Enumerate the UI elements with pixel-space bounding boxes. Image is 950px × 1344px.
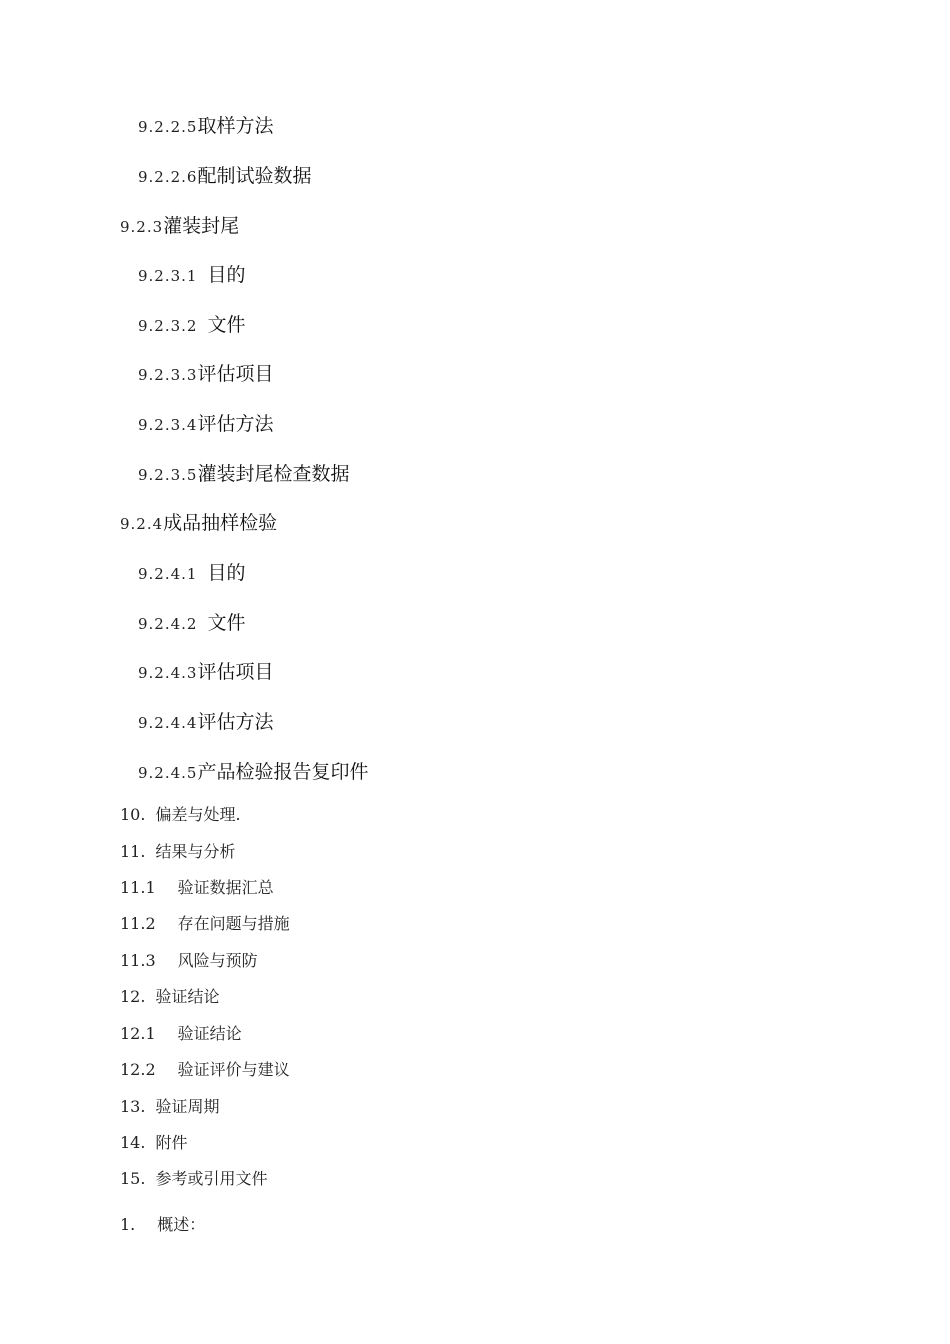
toc-title: 验证评价与建议 (177, 1060, 290, 1079)
toc-entry-9-2-4-4 (138, 707, 274, 734)
toc-entry-9-2-4-3 (138, 657, 274, 684)
toc-title: 目的 (207, 562, 246, 584)
toc-number: 9.2.4.2 (138, 615, 198, 633)
toc-number: 11.2 (120, 914, 156, 933)
toc-number: 9.2.4 (120, 515, 164, 533)
toc-title: 灌装封尾 (163, 215, 240, 237)
toc-title: 风险与预防 (177, 951, 258, 970)
toc-title: 验证数据汇总 (177, 878, 274, 897)
toc-number: 14. (120, 1133, 146, 1152)
toc-entry-9-2-3 (120, 211, 239, 238)
toc-title: 附件 (155, 1133, 188, 1152)
toc-entry-13 (120, 1094, 219, 1117)
section-title: 概述： (157, 1215, 206, 1234)
toc-entry-12 (120, 984, 219, 1007)
toc-number: 9.2.3 (120, 218, 164, 236)
toc-entry-9-2-3-3 (138, 359, 274, 386)
toc-entry-9-2-4-1 (138, 558, 246, 585)
toc-title: 结果与分析 (155, 842, 236, 861)
toc-entry-14 (120, 1130, 187, 1153)
toc-number: 13. (120, 1097, 146, 1116)
toc-title: 参考或引用文件 (155, 1169, 268, 1188)
toc-entry-11-3 (120, 948, 258, 971)
section-heading-overview (120, 1212, 205, 1235)
toc-entry-9-2-4-5 (138, 757, 369, 784)
toc-title: 文件 (207, 612, 246, 634)
toc-number: 9.2.4.5 (138, 764, 198, 782)
toc-number: 9.2.3.3 (138, 366, 198, 384)
toc-title: 配制试验数据 (197, 165, 312, 187)
toc-entry-9-2-3-4 (138, 409, 274, 436)
toc-title: 存在问题与措施 (177, 914, 290, 933)
toc-title: 产品检验报告复印件 (197, 761, 369, 783)
toc-number: 12. (120, 987, 146, 1006)
toc-number: 9.2.4.1 (138, 565, 198, 583)
toc-number: 9.2.3.2 (138, 317, 198, 335)
toc-number: 11.1 (120, 878, 156, 897)
toc-title: 灌装封尾检查数据 (197, 463, 350, 485)
toc-entry-9-2-3-2 (138, 310, 246, 337)
toc-title: 评估项目 (197, 363, 274, 385)
toc-title: 取样方法 (197, 115, 274, 137)
toc-number: 9.2.2.6 (138, 168, 198, 186)
toc-number: 9.2.3.1 (138, 267, 198, 285)
toc-entry-9-2-3-5 (138, 459, 350, 486)
toc-number: 12.1 (120, 1024, 156, 1043)
toc-title: 评估方法 (197, 711, 274, 733)
toc-number: 9.2.4.3 (138, 664, 198, 682)
toc-entry-11 (120, 839, 235, 862)
toc-entry-15 (120, 1166, 267, 1189)
toc-title: 目的 (207, 264, 246, 286)
toc-title: 偏差与处理. (155, 805, 241, 824)
toc-number: 10. (120, 805, 146, 824)
toc-entry-9-2-2-6 (138, 161, 312, 188)
toc-number: 12.2 (120, 1060, 156, 1079)
toc-entry-11-2 (120, 911, 290, 934)
toc-number: 15. (120, 1169, 146, 1188)
toc-entry-12-2 (120, 1057, 290, 1080)
toc-title: 评估方法 (197, 413, 274, 435)
toc-number: 9.2.2.5 (138, 118, 198, 136)
toc-number: 9.2.3.5 (138, 466, 198, 484)
toc-entry-9-2-3-1 (138, 260, 246, 287)
toc-number: 11. (120, 842, 146, 861)
section-number: 1. (120, 1215, 136, 1234)
toc-number: 9.2.3.4 (138, 416, 198, 434)
toc-entry-11-1 (120, 875, 274, 898)
toc-title: 文件 (207, 314, 246, 336)
toc-title: 验证周期 (155, 1097, 220, 1116)
toc-title: 验证结论 (155, 987, 220, 1006)
toc-entry-9-2-4-2 (138, 608, 246, 635)
toc-entry-9-2-4 (120, 508, 277, 535)
toc-title: 成品抽样检验 (163, 512, 278, 534)
toc-number: 9.2.4.4 (138, 714, 198, 732)
toc-number: 11.3 (120, 951, 156, 970)
toc-title: 评估项目 (197, 661, 274, 683)
toc-title: 验证结论 (177, 1024, 242, 1043)
toc-entry-12-1 (120, 1021, 242, 1044)
toc-entry-10 (120, 802, 241, 825)
toc-entry-9-2-2-5 (138, 111, 274, 138)
